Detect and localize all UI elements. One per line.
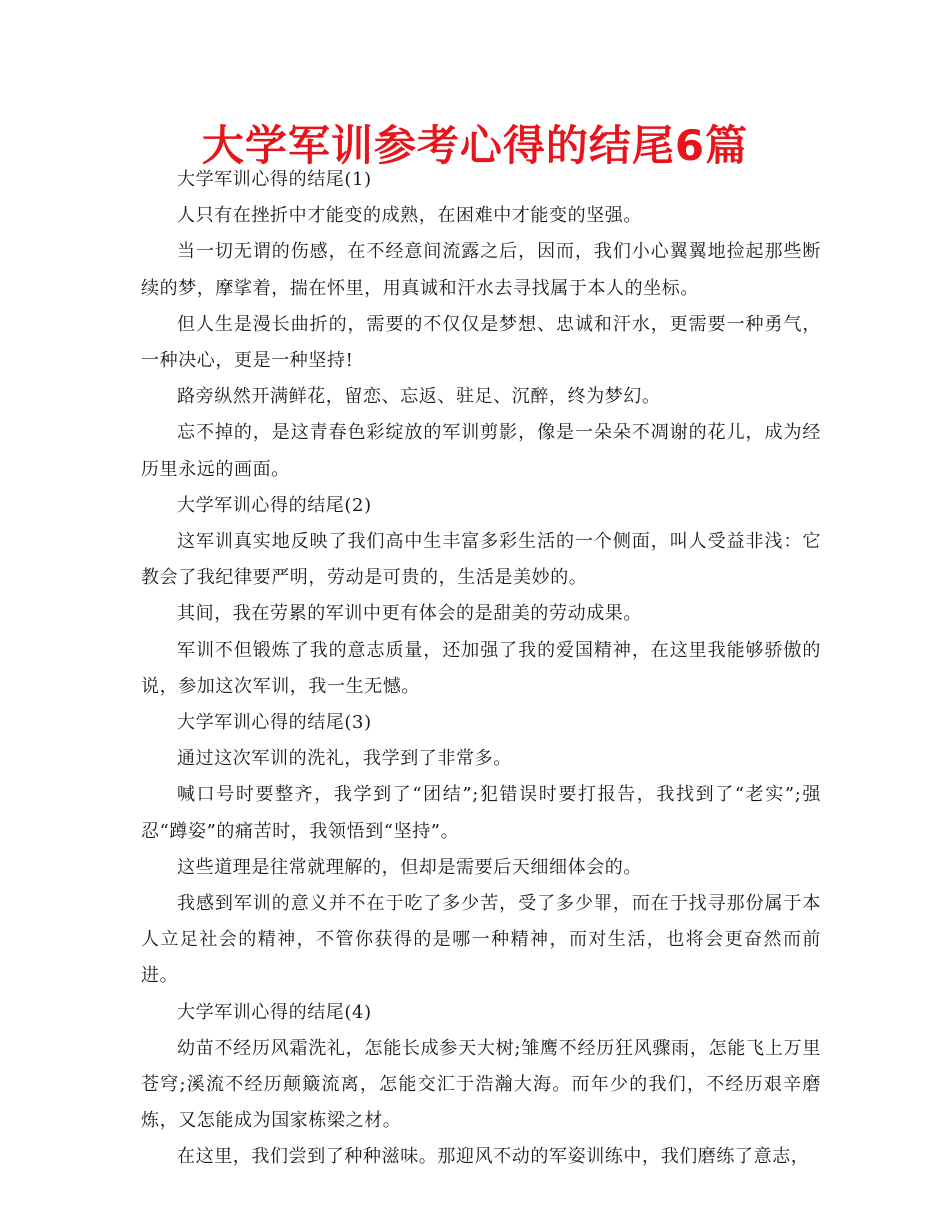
section-heading: 大学军训心得的结尾(2) [177,494,372,516]
paragraph: 喊口号时要整齐，我学到了“团结”;犯错误时要打报告，我找到了“老实”;强忍“蹲姿”的痛苦时，我领悟到“坚持”。 [141,784,821,842]
paragraph: 路旁纵然开满鲜花，留恋、忘返、驻足、沉醉，终为梦幻。 [177,386,661,408]
paragraph: 我感到军训的意义并不在于吃了多少苦，受了多少罪，而在于找寻那份属于本人立足社会的精神，不管你获得的是哪一种精神，而对生活，也将会更奋然而前进。 [141,893,821,987]
paragraph: 但人生是漫长曲折的，需要的不仅仅是梦想、忠诚和汗水，更需要一种勇气，一种决心，更是一种坚持! [141,313,821,372]
paragraph: 幼苗不经历风霜洗礼，怎能长成参天大树;雏鹰不经历狂风骤雨，怎能飞上万里苍穹;溪流不经历颠簸流离，怎能交汇于浩瀚大海。而年少的我们，不经历艰辛磨炼，又怎能成为国家栋梁之材。 [141,1037,821,1132]
paragraph: 通过这次军训的洗礼，我学到了非常多。 [177,748,512,770]
paragraph: 当一切无谓的伤感，在不经意间流露之后，因而，我们小心翼翼地捡起那些断续的梦，摩挲着，揣在怀里，用真诚和汗水去寻找属于本人的坐标。 [141,241,821,299]
section-heading: 大学军训心得的结尾(1) [177,169,372,190]
paragraph: 忘不掉的，是这青春色彩绽放的军训剪影，像是一朵朵不凋谢的花儿，成为经历里永远的画面。 [141,422,821,480]
paragraph: 人只有在挫折中才能变的成熟，在困难中才能变的坚强。 [177,205,642,227]
section-heading: 大学军训心得的结尾(4) [177,1001,372,1023]
paragraph: 其间，我在劳累的军训中更有体会的是甜美的劳动成果。 [177,603,642,625]
paragraph: 这军训真实地反映了我们高中生丰富多彩生活的一个侧面，叫人受益非浅：它教会了我纪律要严明，劳动是可贵的，生活是美妙的。 [141,531,821,589]
paragraph: 这些道理是往常就理解的，但却是需要后天细细体会的。 [177,856,642,878]
page-title: 大学军训参考心得的结尾6篇 [201,121,749,170]
paragraph: 在这里，我们尝到了种种滋味。那迎风不动的军姿训练中，我们磨练了意志， [177,1146,810,1168]
paragraph: 军训不但锻炼了我的意志质量，还加强了我的爱国精神，在这里我能够骄傲的说，参加这次军训，我一生无憾。 [141,639,821,697]
section-heading: 大学军训心得的结尾(3) [177,712,372,734]
document-body [141,162,821,1176]
